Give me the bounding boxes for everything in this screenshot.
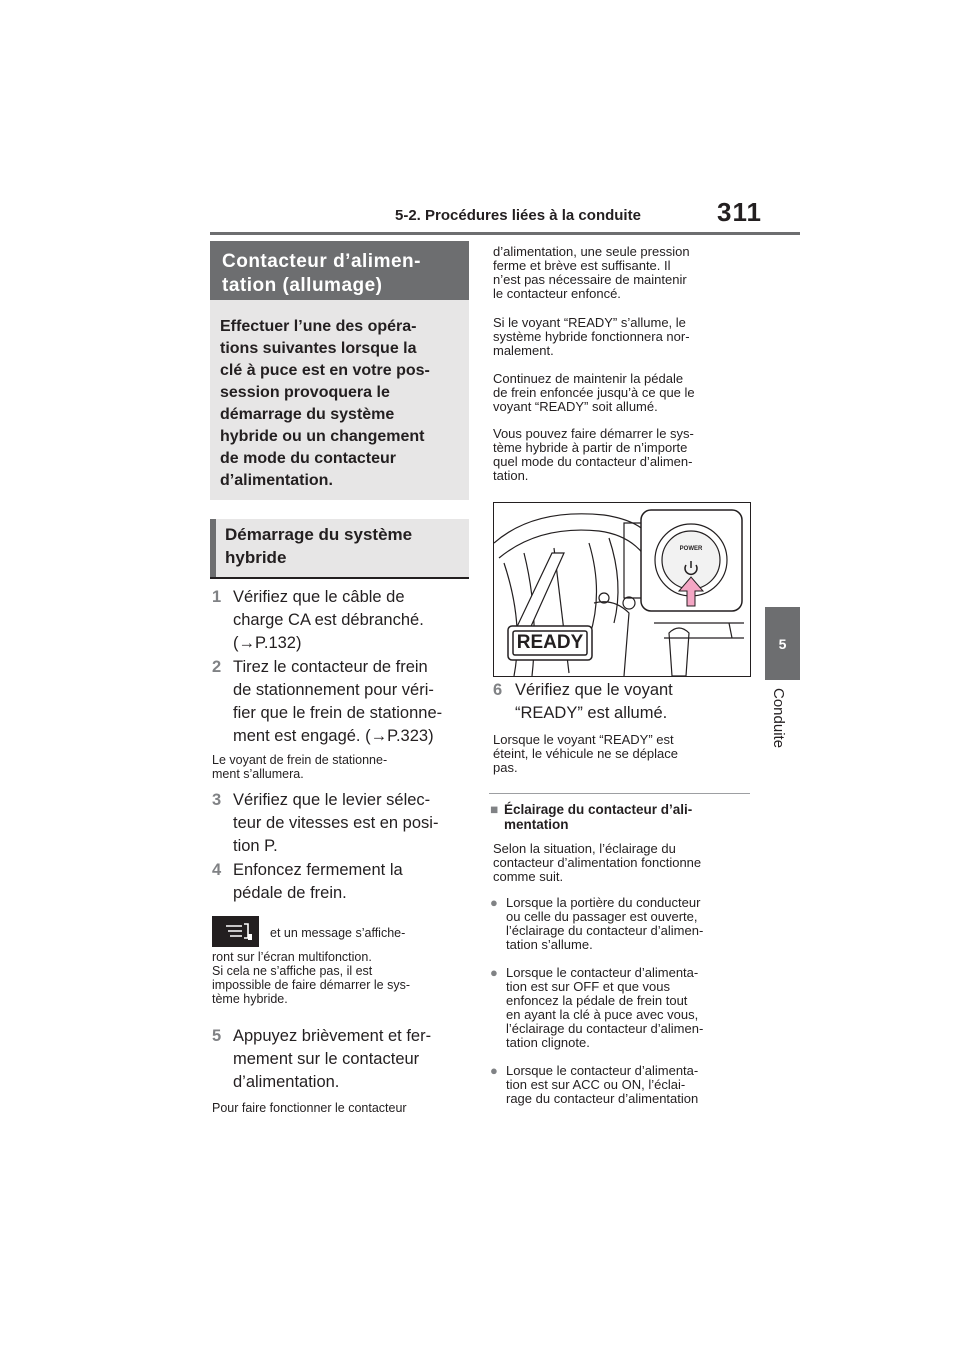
subheading-box: Démarrage du système hybride xyxy=(210,519,469,577)
section-rule xyxy=(489,793,750,794)
para-2: Si le voyant “READY” s’allume, le système hybride fonctionnera nor- malement. xyxy=(493,315,690,358)
intro-box: Effectuer l’une des opéra- tions suivantes lorsque la clé à puce est en votre pos- session provoquera le démarrage du système hybride ou un changement de mode du contacteur d’alimentation. xyxy=(210,300,469,500)
section-title: 5-2. Procédures liées à la conduite xyxy=(395,207,641,224)
section-intro: Selon la situation, l’éclairage du contacteur d’alimentation fonctionne comme suit. xyxy=(493,841,702,884)
para-1: d’alimentation, une seule pression ferme et brève est suffisante. Il n’est pas nécessaire de maintenir le contacteur enfoncé. xyxy=(493,244,690,301)
page-number: 311 xyxy=(717,197,762,227)
power-label: POWER xyxy=(679,546,703,552)
chapter-label: Conduite xyxy=(770,688,787,749)
section-title-box: Contacteur d’alimen- tation (allumage) xyxy=(210,241,469,300)
para-3: Continuez de maintenir la pédale de frein enfoncée jusqu’à ce que le voyant “READY” soit allumé. xyxy=(493,371,695,414)
ready-label: READY xyxy=(516,632,584,653)
step-2-note: Le voyant de frein de stationne- ment s’allumera. xyxy=(212,753,388,781)
step-4-note: ront sur l’écran multifonction. Si cela ne s’affiche pas, il est impossible de faire démarrer le sys- tème hybride. xyxy=(212,950,410,1006)
chapter-number: 5 xyxy=(778,635,787,652)
brake-pedal-icon xyxy=(212,916,259,947)
step-4-inline-note: et un message s’affiche- xyxy=(270,926,406,940)
para-4: Vous pouvez faire démarrer le sys- tème hybride à partir de n’importe quel mode du contacteur d’alimen- tation. xyxy=(493,426,694,483)
step-5-note: Pour faire fonctionner le contacteur xyxy=(212,1101,407,1115)
subheading-rule xyxy=(210,577,469,579)
header-rule xyxy=(210,232,800,235)
step-6-note: Lorsque le voyant “READY” est éteint, le véhicule ne se déplace pas. xyxy=(493,732,679,775)
dashboard-illustration xyxy=(493,502,751,677)
chapter-tab xyxy=(765,607,800,680)
